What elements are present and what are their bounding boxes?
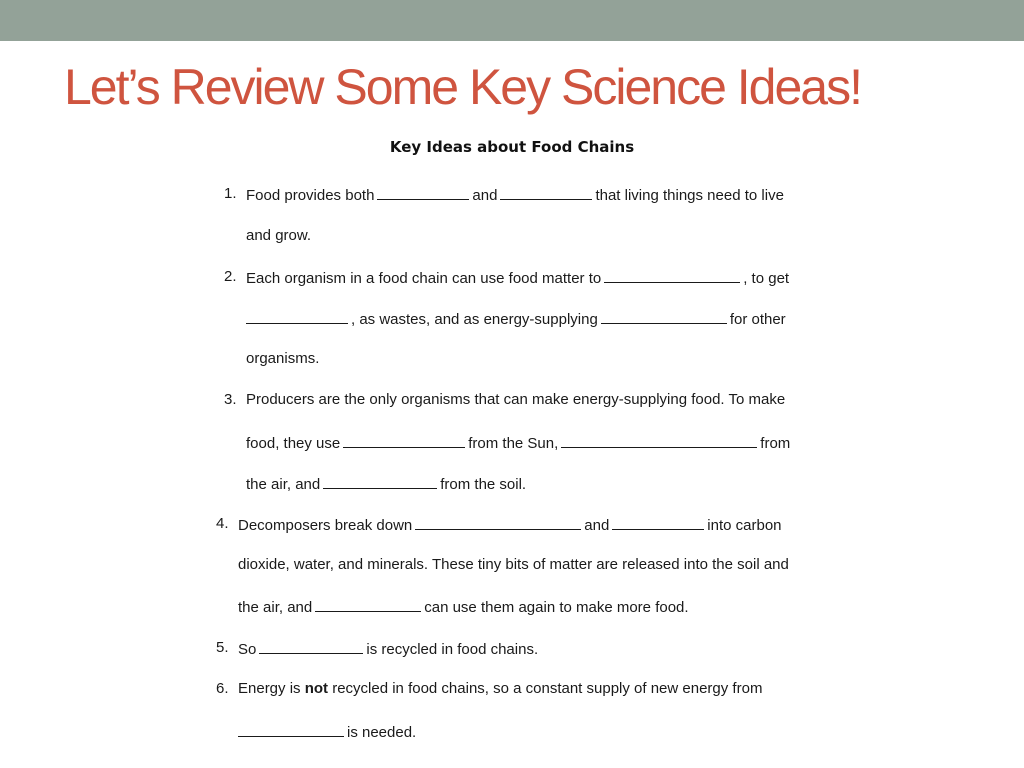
text-segment: is needed.: [347, 724, 417, 741]
answer-blank: [323, 473, 437, 489]
answer-blank: [246, 308, 348, 324]
text-segment: Decomposers break down: [238, 517, 413, 534]
text-segment: food, they use: [246, 435, 341, 452]
text-segment: , as wastes, and as energy-supplying: [351, 311, 598, 328]
text-segment: Producers are the only organisms that can make energy-supplying food. To make: [246, 391, 786, 408]
text-segment: into carbon: [707, 517, 782, 534]
item-3-line-1: [246, 390, 785, 410]
answer-blank: [604, 267, 740, 283]
text-segment: So: [238, 641, 257, 658]
text-segment: from the soil.: [440, 476, 527, 493]
item-6-line-2: [238, 721, 416, 743]
text-segment: and grow.: [246, 227, 312, 244]
emphasis-not: not: [304, 680, 329, 697]
answer-blank: [259, 638, 363, 654]
text-segment: that living things need to live: [595, 187, 784, 204]
item-3-line-2: [246, 432, 790, 454]
item-1-line-2: [246, 226, 311, 246]
text-segment: from the Sun,: [468, 435, 559, 452]
text-segment: , to get: [743, 270, 790, 287]
text-segment: Energy is: [238, 680, 301, 697]
text-segment: the air, and: [238, 599, 313, 616]
item-5-line-1: [238, 638, 538, 660]
item-3-line-3: [246, 473, 526, 495]
item-4-line-2: [238, 555, 789, 575]
text-segment: recycled in food chains, so a constant supply of new energy from: [332, 680, 763, 697]
text-segment: and: [472, 187, 498, 204]
text-segment: from: [760, 435, 791, 452]
answer-blank: [343, 432, 465, 448]
header-band: [0, 0, 1024, 41]
slide-title: Let’s Review Some Key Science Ideas!: [64, 59, 861, 115]
answer-blank: [238, 721, 344, 737]
item-4-number: 4.: [216, 515, 229, 532]
text-segment: the air, and: [246, 476, 321, 493]
text-segment: dioxide, water, and minerals. These tiny bits of matter are released into the soil and: [238, 556, 789, 573]
item-3-number: 3.: [224, 391, 237, 408]
item-2-line-1: [246, 267, 789, 289]
answer-blank: [612, 514, 704, 530]
text-segment: is recycled in food chains.: [366, 641, 539, 658]
item-4-line-3: [238, 596, 689, 618]
text-segment: for other: [729, 311, 786, 328]
item-1-number: 1.: [224, 185, 237, 202]
answer-blank: [315, 596, 421, 612]
text-segment: can use them again to make more food.: [424, 599, 689, 616]
item-1-line-1: [246, 184, 784, 206]
item-6-line-1: [238, 679, 762, 699]
item-5-number: 5.: [216, 639, 229, 656]
text-segment: Each organism in a food chain can use food matter to: [246, 270, 602, 287]
item-2-line-2: [246, 308, 786, 330]
item-6-number: 6.: [216, 680, 229, 697]
answer-blank: [561, 432, 757, 448]
item-4-line-1: [238, 514, 782, 536]
text-segment: and: [584, 517, 610, 534]
document-heading: Key Ideas about Food Chains: [389, 138, 635, 156]
answer-blank: [500, 184, 592, 200]
answer-blank: [415, 514, 581, 530]
item-2-line-3: [246, 349, 319, 369]
text-segment: Food provides both: [246, 187, 375, 204]
answer-blank: [377, 184, 469, 200]
text-segment: organisms.: [246, 350, 320, 367]
item-2-number: 2.: [224, 268, 237, 285]
answer-blank: [601, 308, 727, 324]
